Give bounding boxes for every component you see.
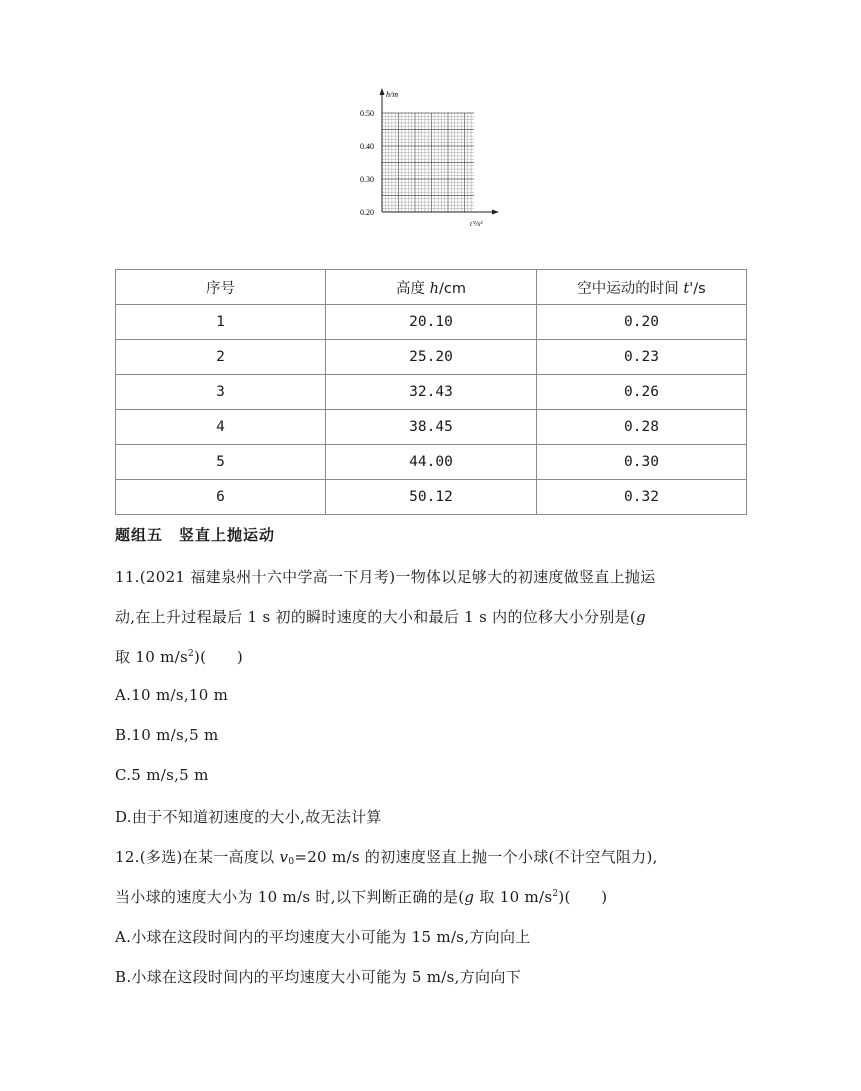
cell-index: 2 [116,340,326,375]
cell-index: 5 [116,445,326,480]
y-axis-arrow [380,88,385,95]
table-row [116,340,747,375]
y-tick-label: 0.50 [360,109,374,118]
blank-grid-graph [352,86,502,232]
cell-index: 4 [116,410,326,445]
header-index: 序号 [116,270,326,305]
header-height: 高度 h/cm [326,270,537,305]
section-title: 题组五 竖直上抛运动 [115,526,276,544]
cell-index: 6 [116,480,326,515]
cell-time: 0.20 [537,305,747,340]
cell-height: 50.12 [326,480,537,515]
y-tick-label: 0.40 [360,142,374,151]
x-axis-arrow [492,210,499,215]
cell-height: 32.43 [326,375,537,410]
table-row [116,410,747,445]
cell-time: 0.30 [537,445,747,480]
table-header-row [116,270,747,305]
q11-option-b: B.10 m/s,5 m [115,726,219,744]
q12-option-b: B.小球在这段时间内的平均速度大小可能为 5 m/s,方向向下 [115,968,521,986]
q11-option-a: A.10 m/s,10 m [115,686,229,704]
cell-height: 44.00 [326,445,537,480]
q11-stem-line-3: 取 10 $m/s^2$)( ) [115,648,244,666]
cell-height: 20.10 [326,305,537,340]
table-row [116,480,747,515]
y-tick-label: 0.30 [360,175,374,184]
q12-stem-line-1: 12.(多选)在某一高度以 $v_0=20$ m/s 的初速度竖直上抛一个小球(不计空气阻力), [115,848,658,867]
x-axis-label: t'²/s² [470,220,483,228]
q12-option-a: A.小球在这段时间内的平均速度大小可能为 15 m/s,方向向上 [115,928,531,946]
header-time: 空中运动的时间 t'/s [537,270,747,305]
q11-option-d: D.由于不知道初速度的大小,故无法计算 [115,808,382,826]
cell-index: 3 [116,375,326,410]
grid [382,113,474,212]
q11-stem-line-1: 11.(2021 福建泉州十六中学高一下月考)一物体以足够大的初速度做竖直上抛运 [115,568,656,586]
cell-time: 0.23 [537,340,747,375]
table-row [116,375,747,410]
cell-height: 38.45 [326,410,537,445]
q11-stem-line-2: 动,在上升过程最后 1 s 初的瞬时速度的大小和最后 1 s 内的位移大小分别是(g [115,608,646,626]
table-row [116,445,747,480]
q11-option-c: C.5 m/s,5 m [115,766,209,784]
cell-time: 0.32 [537,480,747,515]
y-axis-label: h/m [386,90,398,99]
cell-time: 0.26 [537,375,747,410]
cell-height: 25.20 [326,340,537,375]
table-row [116,305,747,340]
cell-index: 1 [116,305,326,340]
y-tick-label: 0.20 [360,208,374,217]
cell-time: 0.28 [537,410,747,445]
data-table [115,269,747,515]
q12-stem-line-2: 当小球的速度大小为 10 m/s 时,以下判断正确的是(g 取 10 $m/s^2$)( ) [115,888,608,906]
